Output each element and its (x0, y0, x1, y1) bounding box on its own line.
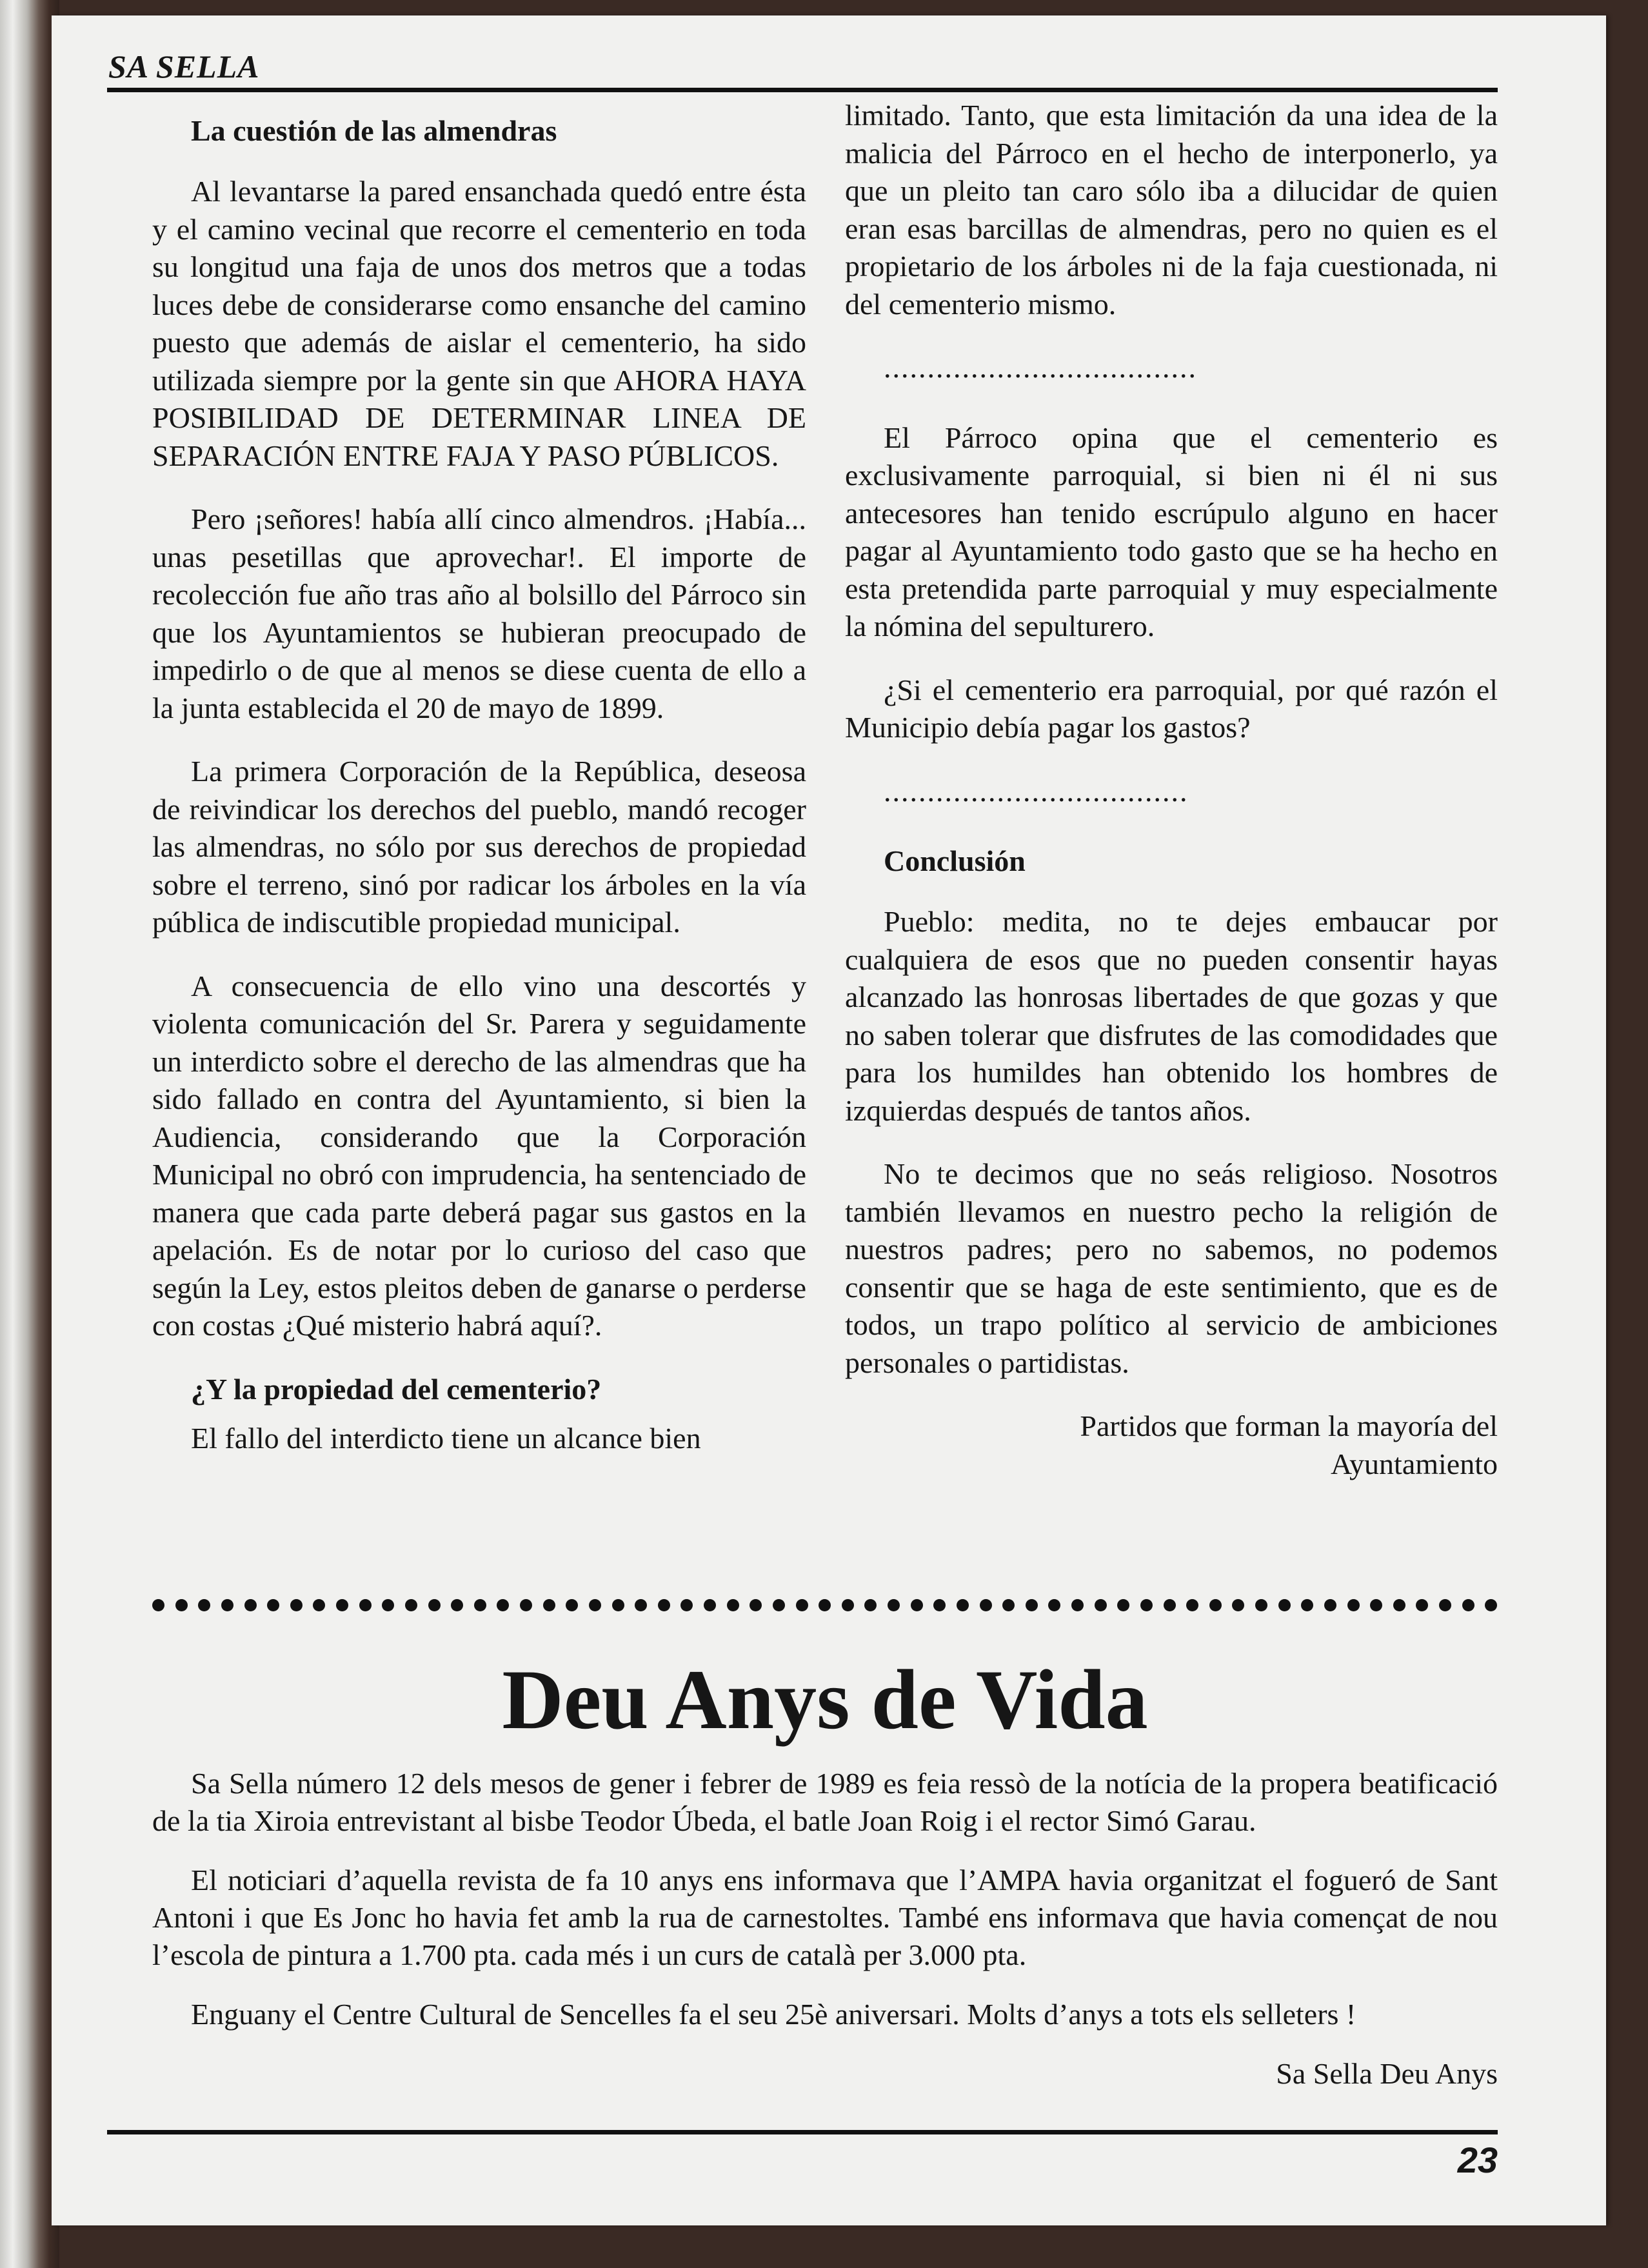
divider-dot (1370, 1599, 1382, 1611)
divider-dot (520, 1599, 532, 1611)
paragraph: El fallo del interdicto tiene un alcance bien (191, 1421, 701, 1455)
divider-dot (1301, 1599, 1313, 1611)
divider-dot (635, 1599, 647, 1611)
divider-dot (864, 1599, 877, 1611)
signature (845, 1408, 1498, 1483)
bottom-article-body (152, 1765, 1498, 2114)
section-heading-almonds: La cuestión de las almendras (191, 114, 557, 147)
divider-dot (1278, 1599, 1291, 1611)
divider-dot (1186, 1599, 1198, 1611)
paragraph: La primera Corporación de la República, deseosa de reivindicar los derechos del pueblo, mandó recoger las almendras, no sólo por sus derechos de propiedad sobre el terreno, sinó por radicar los árboles en la vía pública de indiscutible propiedad municipal. (152, 755, 806, 939)
divider-dot (382, 1599, 394, 1611)
footer-rule (107, 2130, 1498, 2134)
divider-dot (1071, 1599, 1084, 1611)
paragraph: No te decimos que no seás religioso. Nosotros también llevamos en nuestro pecho la religión de nuestros padres; pero no sabemos, no podemos consentir que se haga de este sentimiento, que es de todos, un trapo político al servicio de ambiciones personales o partidistas. (845, 1157, 1498, 1379)
divider-dot (267, 1599, 279, 1611)
dotted-separator: ................................... (884, 774, 1189, 808)
divider-dot (428, 1599, 441, 1611)
divider-dot (405, 1599, 417, 1611)
divider-dot (1048, 1599, 1060, 1611)
divider-dot (1416, 1599, 1428, 1611)
divider-dot (543, 1599, 555, 1611)
paragraph: Al levantarse la pared ensanchada quedó entre ésta y el camino vecinal que recorre el cementerio en toda su longitud una faja de unos dos metros que a todas luces debe de considerarse como ensanche del camino puesto que además de aislar el cementerio, ha sido utilizada siempre por la gente sin que AHORA HAYA POSIBILIDAD DE DETERMINAR LINEA DE SEPARACIÓN ENTRE FAJA Y PASO PÚBLICOS. (152, 175, 806, 472)
right-column (845, 97, 1498, 1483)
divider-dot (359, 1599, 372, 1611)
magazine-header: SA SELLA (108, 48, 260, 85)
divider-dot (957, 1599, 969, 1611)
divider-dot (911, 1599, 923, 1611)
divider-dot (727, 1599, 739, 1611)
divider-dot (1393, 1599, 1405, 1611)
divider-dot (1095, 1599, 1107, 1611)
divider-dot (313, 1599, 325, 1611)
divider-dot (1485, 1599, 1497, 1611)
section-heading-conclusion: Conclusión (884, 844, 1026, 877)
divider-dot (336, 1599, 348, 1611)
divider-dot (612, 1599, 624, 1611)
divider-dot (1026, 1599, 1038, 1611)
divider-dot (1164, 1599, 1176, 1611)
divider-dot (198, 1599, 210, 1611)
divider-dot (704, 1599, 716, 1611)
paragraph: A consecuencia de ello vino una descortés y violenta comunicación del Sr. Parera y seguidamente un interdicto sobre el derecho de las almendras que ha sido fallado en contra del Ayuntamiento, si bien la Audiencia, considerando que la Corporación Municipal no obró con imprudencia, ha sentenciado de manera que cada parte deberá pagar sus gastos en la apelación. Es de notar por lo curioso del caso que según la Ley, estos pleitos deben de ganarse o perderse con costas ¿Qué misterio habrá aquí?. (152, 969, 806, 1342)
article-title: Deu Anys de Vida (502, 1652, 1148, 1747)
divider-dot (1002, 1599, 1015, 1611)
article-signature: Sa Sella Deu Anys (1276, 2057, 1498, 2090)
divider-dot (152, 1599, 164, 1611)
binding-spine (0, 0, 59, 2268)
divider-dot (1232, 1599, 1244, 1611)
divider-dot (842, 1599, 854, 1611)
divider-dot (750, 1599, 762, 1611)
signature-line: Partidos que forman la mayoría del (1080, 1409, 1498, 1442)
divider-dot (1117, 1599, 1129, 1611)
divider-dot (819, 1599, 831, 1611)
divider-dot (658, 1599, 670, 1611)
paragraph: El Párroco opina que el cementerio es exclusivamente parroquial, si bien ni él ni sus antecesores han tenido escrúpulo alguno en hacer pagar al Ayuntamiento todo gasto que se ha hecho en esta pretendida parte parroquial y muy especialmente la nómina del sepulturero. (845, 421, 1498, 642)
divider-dot (474, 1599, 486, 1611)
divider-dot (1255, 1599, 1267, 1611)
divider-dot (497, 1599, 509, 1611)
divider-dot (680, 1599, 693, 1611)
divider-dot (1439, 1599, 1451, 1611)
dotted-separator: .................................... (884, 351, 1197, 384)
divider-dot (451, 1599, 463, 1611)
page-number: 23 (1457, 2140, 1498, 2180)
paragraph: Enguany el Centre Cultural de Sencelles fa el seu 25è aniversari. Molts d’anys a tots els selleters ! (191, 1998, 1356, 2031)
paragraph: Pero ¡señores! había allí cinco almendros. ¡Había... unas pesetillas que aprovechar!. El importe de recolección fue año tras año al bolsillo del Párroco sin que los Ayuntamientos se hubieran preocupado de impedirlo o de que al menos se diese cuenta de ello a la junta establecida el 20 de mayo de 1899. (152, 502, 806, 724)
paragraph: Sa Sella número 12 dels mesos de gener i febrer de 1989 es feia ressò de la notícia de la propera beatificació de la tia Xiroia entrevistant al bisbe Teodor Úbeda, el batle Joan Roig i el rector Simó Garau. (152, 1767, 1498, 1837)
left-column (152, 97, 806, 1483)
divider-dot (221, 1599, 233, 1611)
divider-dot (1209, 1599, 1222, 1611)
divider-dot (796, 1599, 808, 1611)
divider-dot (1462, 1599, 1474, 1611)
divider-dot (980, 1599, 992, 1611)
paragraph: limitado. Tanto, que esta limitación da una idea de la malicia del Párroco en el hecho de interponerlo, ya que un pleito tan caro sólo iba a dilucidar de quien eran esas barcillas de almendras, pero no quien es el propietario de los árboles ni de la faja cuestionada, ni del cementerio mismo. (845, 99, 1498, 321)
paragraph: Pueblo: medita, no te dejes embaucar por cualquiera de esos que no pueden consentir hayas alcanzado las honrosas libertades de que gozas y que no saben tolerar que disfrutes de las comodidades que para los humildes han obtenido los hombres de izquierdas después de tantos años. (845, 905, 1498, 1127)
divider-dot (1140, 1599, 1153, 1611)
divider-dot (1347, 1599, 1360, 1611)
divider-dot (773, 1599, 785, 1611)
divider-dot (175, 1599, 188, 1611)
paragraph: ¿Si el cementerio era parroquial, por qué razón el Municipio debía pagar los gastos? (845, 673, 1498, 744)
divider-dot (1324, 1599, 1336, 1611)
divider-dot (933, 1599, 946, 1611)
divider-dot (244, 1599, 257, 1611)
divider-dot (566, 1599, 578, 1611)
dotted-divider (152, 1597, 1498, 1613)
section-heading-cemetery: ¿Y la propiedad del cementerio? (191, 1372, 602, 1406)
divider-dot (290, 1599, 303, 1611)
signature-line: Ayuntamiento (1331, 1447, 1498, 1480)
divider-dot (888, 1599, 900, 1611)
header-rule (107, 88, 1498, 92)
divider-dot (589, 1599, 601, 1611)
paragraph: El noticiari d’aquella revista de fa 10 anys ens informava que l’AMPA havia organitzat el fogueró de Sant Antoni i que Es Jonc ho havia fet amb la rua de carnestoltes. També ens informava que havia començat de nou l’escola de pintura a 1.700 pta. cada més i un curs de català per 3.000 pta. (152, 1864, 1498, 1971)
